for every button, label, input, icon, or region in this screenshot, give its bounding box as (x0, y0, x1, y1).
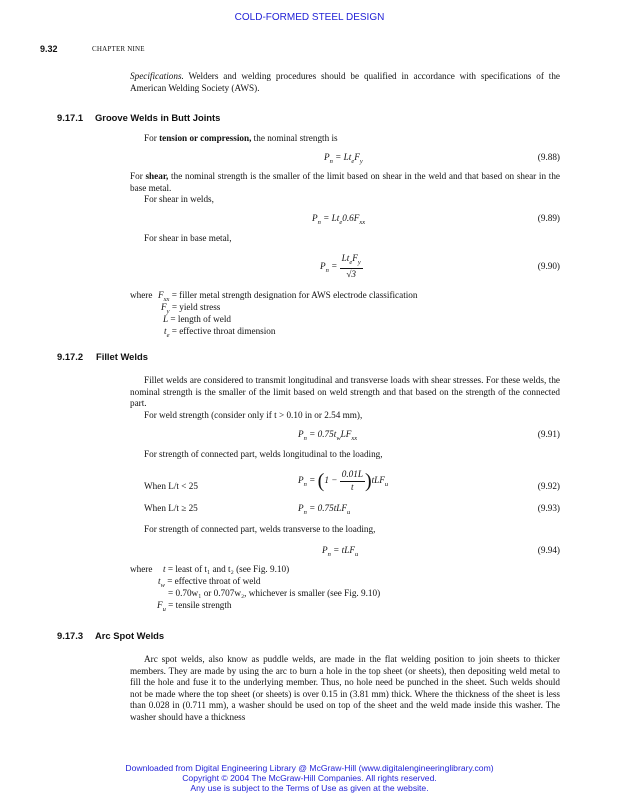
footer-copyright: Copyright © 2004 The McGraw-Hill Companies. All rights reserved. (182, 773, 437, 783)
s3-p1: Arc spot welds, also know as puddle welds, are made in the flat welding position to join sheets to thicker members. They are made by using the arc to burn a hole in the top sheet (or sheets), then depositing weld metal to fill the hole and fuse it to the underlying member. Thus, no hole need be punched in the sheet. Such welds should not be made where the top sheet (or sheets) is over 0.15 in (3.81 mm) thick. Where the thickness of the sheet is less than 0.028 in (0.711 mm), a washer should be used on top of the sheet and the weld made inside this washer. The washer should have a thickness (130, 654, 560, 722)
equation-9-88: $P_n = Lt_eF_y$ (324, 152, 363, 165)
s2-def-tw-value: = 0.70w₁ or 0.707w₂, whichever is smaller (see Fig. 9.10) (168, 588, 381, 598)
s1-shear-paragraph (130, 171, 560, 194)
s2-p1: Fillet welds are considered to transmit longitudinal and transverse loads with shear stresses. For these welds, the nominal strength is the smaller of the limit based on weld strength and that based on the strength of the connected part. (130, 375, 560, 409)
s1-p2-pre: For (130, 171, 146, 181)
equation-9-90: $P_n$ = $\frac{Lt_eF_y}{√3}$ (320, 253, 361, 280)
intro-paragraph (130, 71, 560, 94)
s1-p1-bold: tension or compression, (159, 133, 252, 143)
s1-shear-welds-label (130, 194, 560, 206)
s2-p4: For strength of connected part, welds transverse to the loading, (144, 524, 376, 534)
running-header: COLD-FORMED STEEL DESIGN (234, 12, 385, 23)
equation-number-9-91: (9.91) (537, 429, 560, 439)
s1-p1-pre: For (144, 133, 160, 143)
s1-p3: For shear in welds, (144, 194, 214, 204)
equation-9-94: $P_n = tLF_u$ (322, 545, 359, 558)
s1-shear-base-label (130, 233, 560, 245)
s1-tension-paragraph (130, 133, 560, 145)
chapter-label: CHAPTER NINE (92, 45, 145, 53)
s2-def-tw: $t_w$ = effective throat of weld (158, 576, 261, 589)
when-label-1: When L/t < 25 (144, 481, 198, 491)
s2-def-t: t = least of t₁ and t₂ (see Fig. 9.10) (163, 564, 290, 574)
s1-def-fy: $F_y$ = yield stress (161, 302, 221, 315)
equation-number-9-93: (9.93) (537, 503, 560, 513)
s2-longitudinal-label (130, 449, 560, 461)
s2-transverse-label (130, 524, 560, 536)
s1-def-fxx: $F_{xx}$ = filler metal strength designation for AWS electrode classification (158, 290, 418, 303)
equation-9-92: $P_n = (1$ − $\frac{0.01L}{t}$ )tLF$_u$ (298, 469, 389, 493)
footer-terms-link[interactable]: Any use is subject to the Terms of Use as given at the website. (190, 783, 429, 793)
equation-number-9-89: (9.89) (537, 213, 560, 223)
s2-p3: For strength of connected part, welds longitudinal to the loading, (144, 449, 383, 459)
intro-lead: Specifications. (130, 71, 184, 81)
footer-download-link[interactable]: Downloaded from Digital Engineering Library @ McGraw-Hill (www.digitalengineeringlibrary.com) (125, 763, 494, 773)
equation-number-9-92: (9.92) (537, 481, 560, 491)
s1-def-te: $t_e$ = effective throat dimension (164, 326, 276, 339)
s1-p1-post: the nominal strength is (251, 133, 338, 143)
equation-number-9-94: (9.94) (537, 545, 560, 555)
section-title-arc-spot-welds: Arc Spot Welds (95, 630, 165, 641)
s2-where-label: where (130, 564, 153, 574)
section-title-fillet-welds: Fillet Welds (96, 351, 148, 362)
s2-p2: For weld strength (consider only if t > 0.10 in or 2.54 mm), (144, 410, 363, 420)
s2-intro-paragraph (130, 375, 560, 410)
equation-number-9-90: (9.90) (537, 261, 560, 271)
s1-where-label: where (130, 290, 153, 300)
when-label-2: When L/t ≥ 25 (144, 503, 198, 513)
section-title-groove-welds: Groove Welds in Butt Joints (95, 112, 221, 123)
section-number-9-17-1: 9.17.1 (57, 112, 84, 123)
s1-def-l: L = length of weld (163, 314, 231, 324)
s3-paragraph (130, 654, 560, 724)
equation-number-9-88: (9.88) (537, 152, 560, 162)
equation-9-93: $P_n = 0.75tLF_u$ (298, 503, 351, 516)
section-number-9-17-3: 9.17.3 (57, 630, 84, 641)
s1-p2-bold: shear, (145, 171, 169, 181)
s1-p4: For shear in base metal, (144, 233, 232, 243)
s2-def-fu: $F_u$ = tensile strength (157, 600, 232, 613)
equation-9-89: $P_n = Lt_e0.6F_{xx}$ (312, 213, 366, 226)
section-number-9-17-2: 9.17.2 (57, 351, 84, 362)
page-number: 9.32 (40, 44, 58, 54)
s1-p2-post: the nominal strength is the smaller of the limit based on shear in the weld and that based on shear in the base metal. (130, 171, 560, 193)
equation-9-91: $P_n = 0.75t_wLF_{xx}$ (298, 429, 358, 442)
s2-weld-strength-label (130, 410, 560, 422)
intro-text: Welders and welding procedures should be qualified in accordance with specifications of the American Welding Society (AWS). (130, 71, 560, 93)
